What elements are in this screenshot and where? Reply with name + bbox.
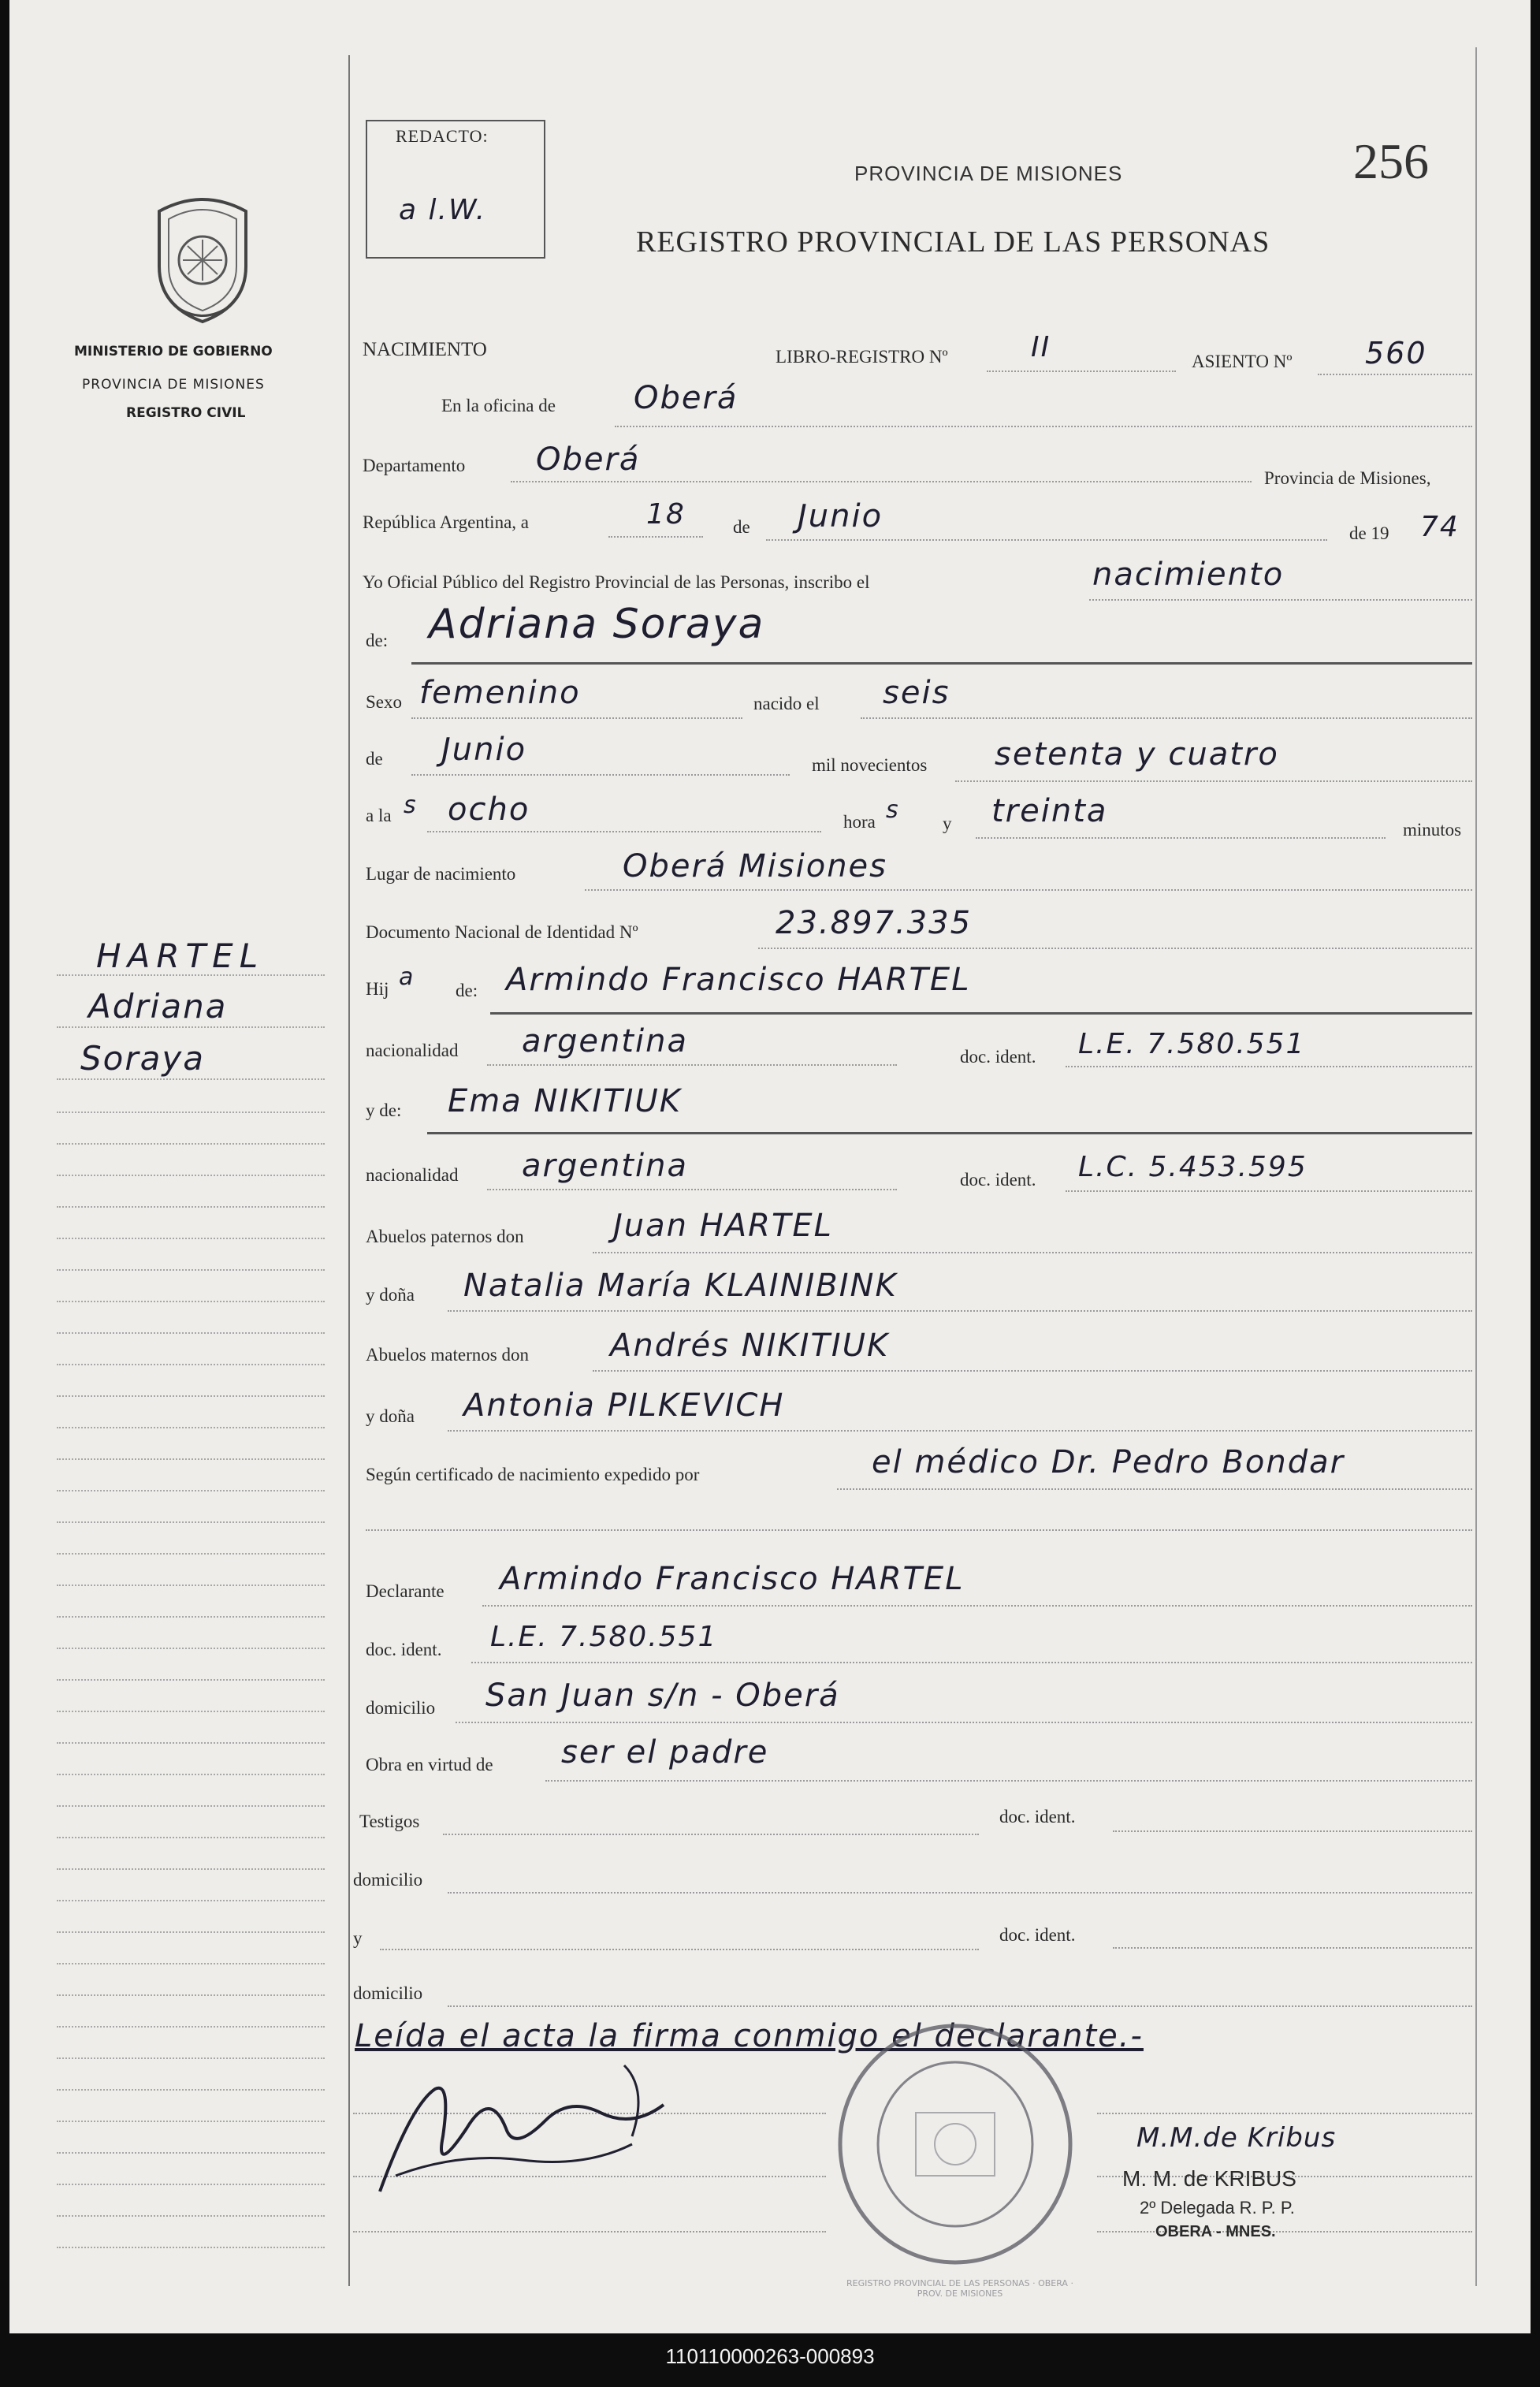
republica-label: República Argentina, a [363,512,529,532]
abuela-pat-value: Natalia María KLAINIBINK [463,1268,898,1304]
mil-value: setenta y cuatro [995,736,1279,773]
abuelos-mat-label: Abuelos maternos don [366,1345,529,1365]
closing-statement: Leída el acta la firma conmigo el declarante.- [355,2018,1144,2054]
padre-doc-value: L.E. 7.580.551 [1078,1028,1306,1060]
official-signature: M.M.de Kribus [1136,2122,1337,2154]
madre-doc-label: doc. ident. [960,1170,1036,1190]
oficina-label: En la oficina de [441,396,556,415]
minutos-label: minutos [1403,820,1462,840]
official-name: M. M. de KRIBUS [1122,2166,1296,2191]
madre-nac-value: argentina [522,1148,688,1184]
abuelo-pat-value: Juan HARTEL [613,1208,833,1244]
departamento-label: Departamento [363,456,466,475]
domicilio-value: San Juan s/n - Oberá [485,1678,840,1714]
sexo-label: Sexo [366,692,402,712]
anio-label: de 19 [1349,523,1389,543]
testigo-y-label: y [353,1928,363,1948]
abuelos-pat-label: Abuelos paternos don [366,1227,524,1246]
official-stamp-icon [829,2018,1081,2270]
testigos-doc-label: doc. ident. [999,1807,1076,1827]
horas-suffix: s [886,796,900,824]
document-code: 110110000263-000893 [665,2344,875,2368]
nacido-mes-value: Junio [441,732,527,768]
stamp-text: REGISTRO PROVINCIAL DE LAS PERSONAS · OBERA · PROV. DE MISIONES [846,2278,1073,2299]
father-underline [490,1012,1472,1015]
testigo2-domicilio-label: domicilio [353,1983,423,2003]
mother-name: Ema NIKITIUK [448,1083,682,1119]
official-title: 2º Delegada R. P. P. [1140,2198,1295,2218]
testigo1-domicilio-label: domicilio [353,1870,423,1890]
libro-value: II [1031,331,1051,363]
ala-label: a la [366,806,392,825]
official-place: OBERA - MNES. [1155,2223,1276,2240]
margin-surname: HARTEL [96,937,265,975]
declarant-signature-icon [364,2042,695,2215]
hij-suffix: a [399,963,415,991]
domicilio-label: domicilio [366,1698,436,1718]
margin-second-name: Soraya [80,1039,205,1078]
certificado-label: Según certificado de nacimiento expedido por [366,1465,700,1484]
dni-value: 23.897.335 [776,905,973,941]
page-number: 256 [1353,133,1429,189]
margin-first-name: Adriana [88,987,228,1026]
mes-value: Junio [798,498,883,534]
madre-doc-value: L.C. 5.453.595 [1078,1151,1308,1183]
redacto-label: REDACTO: [396,126,489,146]
de-mes-label: de [366,749,383,769]
madre-nac-label: nacionalidad [366,1165,459,1185]
father-name: Armindo Francisco HARTEL [506,962,971,998]
name-underline [411,662,1472,665]
ydona-mat-label: y doña [366,1406,415,1426]
padre-nac-value: argentina [522,1023,688,1059]
y-label: y [943,814,952,833]
oficina-value: Oberá [634,380,738,416]
dni-label: Documento Nacional de Identidad Nº [366,922,638,942]
mil-label: mil novecientos [812,755,928,775]
padre-doc-label: doc. ident. [960,1047,1036,1067]
seal-line-2: PROVINCIA DE MISIONES [82,377,265,393]
hij-label: Hij [366,979,389,999]
asiento-label: ASIENTO Nº [1192,352,1293,371]
certificado-value: el médico Dr. Pedro Bondar [872,1444,1345,1480]
hij-de-label: de: [456,981,478,1000]
obra-value: ser el padre [561,1734,769,1771]
declarante-label: Declarante [366,1581,445,1601]
libro-label: LIBRO-REGISTRO Nº [776,347,948,367]
sexo-value: femenino [419,675,581,711]
registry-title: REGISTRO PROVINCIAL DE LAS PERSONAS [636,225,1270,259]
province-heading: PROVINCIA DE MISIONES [854,162,1123,185]
abuela-mat-value: Antonia PILKEVICH [463,1387,785,1424]
asiento-value: 560 [1365,336,1427,371]
lugar-value: Oberá Misiones [623,848,888,884]
yo-oficial-text: Yo Oficial Público del Registro Provincial de las Personas, inscribo el [363,572,870,592]
de-colon-label: de: [366,631,389,650]
de-label: de [733,517,750,537]
declarante-value: Armindo Francisco HARTEL [500,1561,965,1597]
testigos-label: Testigos [359,1812,420,1831]
nacido-value: seis [883,675,950,711]
hora-value: ocho [448,791,530,828]
abuelo-mat-value: Andrés NIKITIUK [610,1328,890,1364]
departamento-value: Oberá [536,441,641,478]
decl-doc-value: L.E. 7.580.551 [490,1621,718,1653]
dia-value: 18 [646,498,686,531]
yde-label: y de: [366,1100,402,1120]
coat-of-arms-icon [143,188,262,326]
left-column-divider [348,55,350,2286]
ydona-pat-label: y doña [366,1285,415,1305]
ala-suffix: s [404,791,418,819]
obra-label: Obra en virtud de [366,1755,493,1774]
record-type: NACIMIENTO [363,339,487,360]
anio-value: 74 [1420,511,1460,543]
scan-footer [0,2333,1540,2387]
nacido-label: nacido el [753,694,820,713]
testigo2-doc-label: doc. ident. [999,1925,1076,1945]
lugar-label: Lugar de nacimiento [366,864,516,884]
mother-underline [427,1132,1472,1134]
horas-label: hora [843,812,876,832]
child-name-value: Adriana Soraya [429,601,765,648]
minutos-value: treinta [991,793,1108,829]
redacto-box [366,120,545,259]
decl-doc-label: doc. ident. [366,1640,442,1659]
right-border-line [1475,47,1477,2286]
seal-line-1: MINISTERIO DE GOBIERNO [74,344,273,359]
padre-nac-label: nacionalidad [366,1041,459,1060]
provincia-label: Provincia de Misiones, [1264,468,1431,488]
inscribo-value: nacimiento [1092,557,1285,593]
seal-line-3: REGISTRO CIVIL [126,405,246,421]
redacto-value: a l.W. [399,194,487,226]
document-page [9,0,1531,2333]
